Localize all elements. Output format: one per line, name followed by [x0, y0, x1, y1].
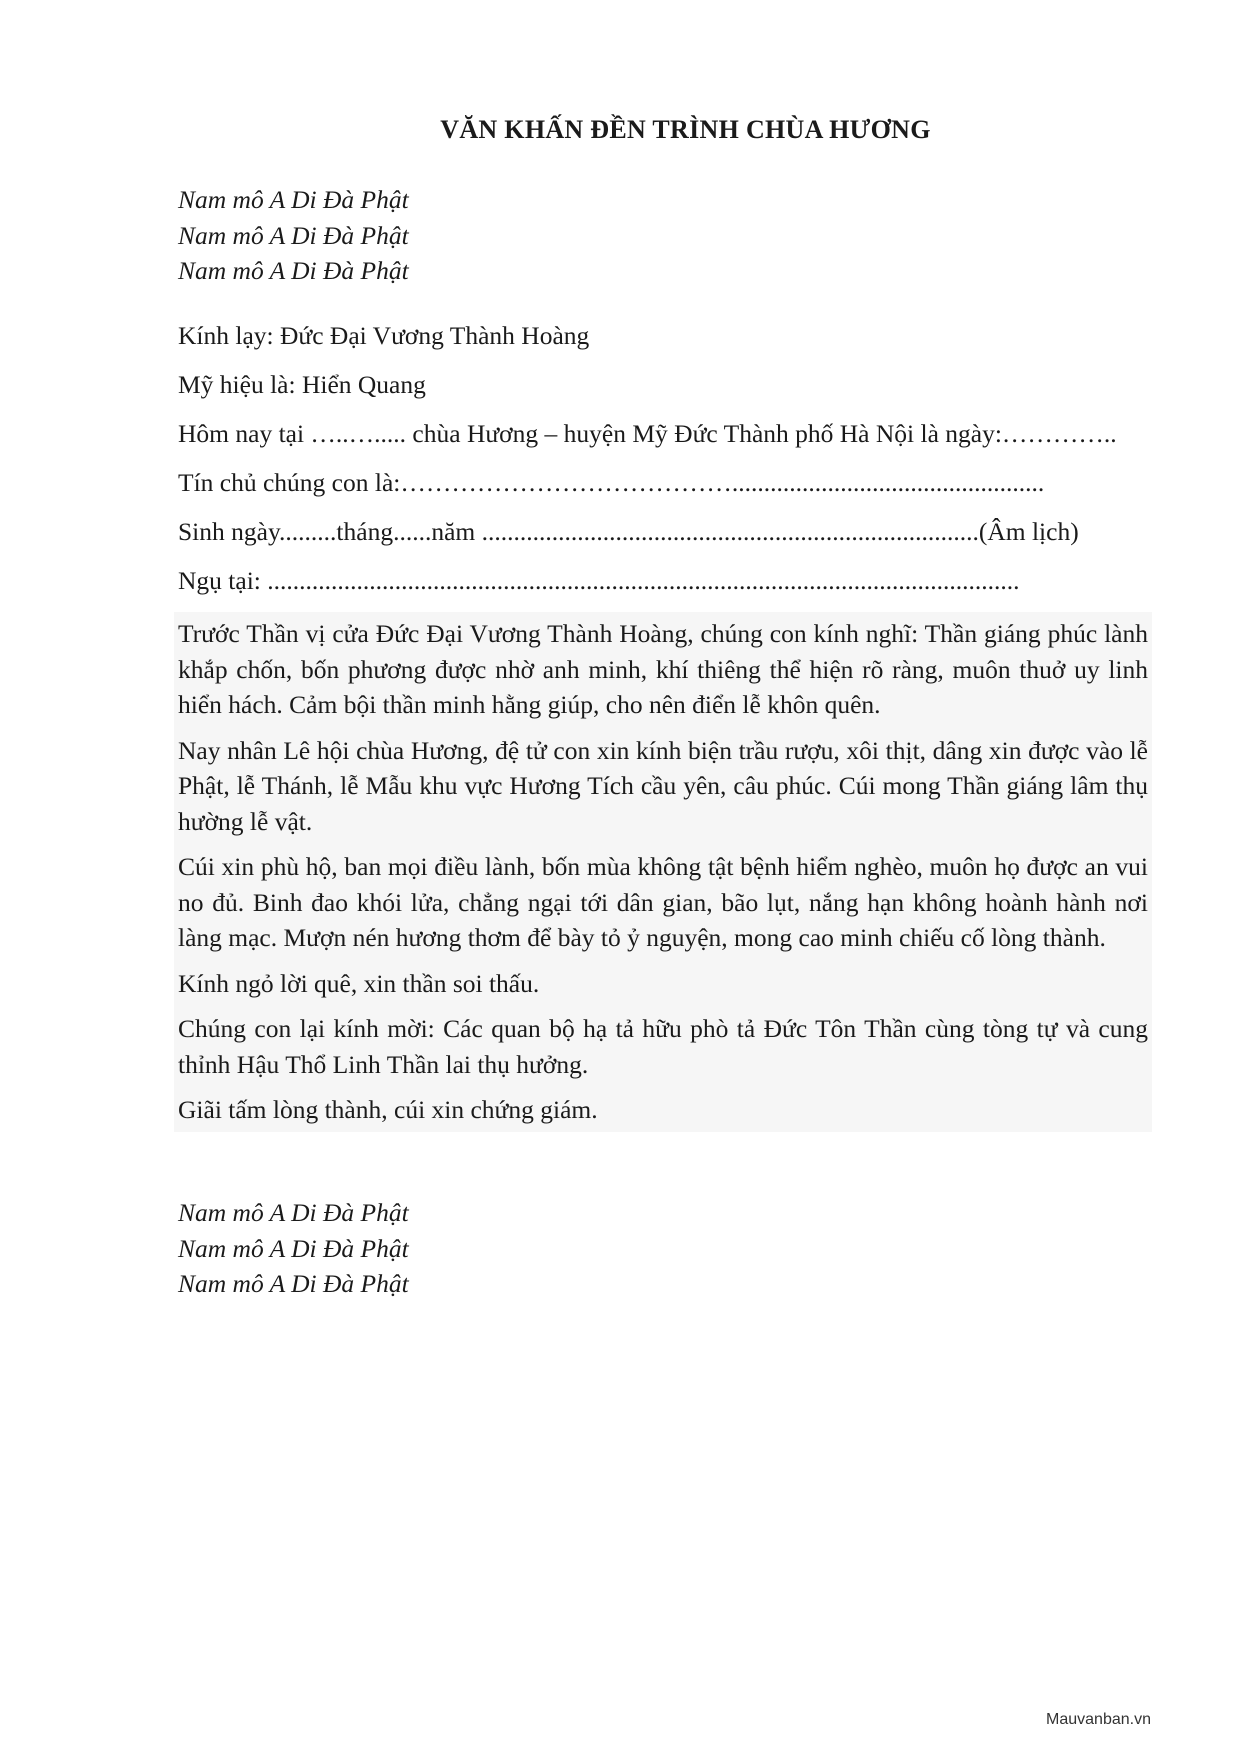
chant-line: Nam mô A Di Đà Phật — [178, 185, 409, 214]
sinh-ngay-line: Sinh ngày.........tháng......năm ..............................................................................(Âm lịch) — [178, 517, 1079, 546]
paragraph: Cúi xin phù hộ, ban mọi điều lành, bốn mùa không tật bệnh hiểm nghèo, muôn họ được an vui no đủ. Binh đao khói lửa, chẳng ngại tới dân gian, bão lụt, nắng hạn không hoành hành nơi làng mạc. Mượn nén hương thơm để bày tỏ ỷ nguyện, mong cao minh chiếu cố lòng thành. — [178, 852, 1148, 952]
chant-line: Nam mô A Di Đà Phật — [178, 1198, 409, 1227]
chant-line: Nam mô A Di Đà Phật — [178, 1233, 409, 1263]
prayer-body — [174, 612, 1152, 1132]
document-title: VĂN KHẤN ĐỀN TRÌNH CHÙA HƯƠNG — [440, 115, 931, 144]
ngu-tai-line: Ngụ tại: ...................................................................................................................... — [178, 566, 1020, 595]
paragraph: Trước Thần vị cửa Đức Đại Vương Thành Hoàng, chúng con kính nghĩ: Thần giáng phúc lành khắp chốn, bốn phương được nhờ anh minh, khí thiêng thể hiện rõ ràng, muôn thuở uy linh hiển hách. Cảm bội thần minh hằng giúp, cho nên điển lễ khôn quên. — [178, 619, 1148, 719]
opening-chants — [178, 182, 409, 289]
my-hieu-line: Mỹ hiệu là: Hiển Quang — [178, 370, 426, 399]
site-watermark: Mauvanban.vn — [1046, 1711, 1151, 1728]
paragraph: Kính ngỏ lời quê, xin thần soi thấu. — [178, 968, 540, 998]
hom-nay-line: Hôm nay tại …..…..... chùa Hương – huyện Mỹ Đức Thành phố Hà Nội là ngày:………….. — [178, 419, 1117, 448]
closing-chants — [178, 1195, 409, 1302]
paragraph: Giãi tấm lòng thành, cúi xin chứng giám. — [178, 1095, 598, 1124]
kinh-lay-line: Kính lạy: Đức Đại Vương Thành Hoàng — [178, 321, 590, 350]
paragraph: Chúng con lại kính mời: Các quan bộ hạ tả hữu phò tả Đức Tôn Thần cùng tòng tự và cung thỉnh Hậu Thổ Linh Thần lai thụ hưởng. — [178, 1014, 1148, 1079]
paragraph: Nay nhân Lê hội chùa Hương, đệ tử con xin kính biện trầu rượu, xôi thịt, dâng xin được vào lễ Phật, lễ Thánh, lễ Mẫu khu vực Hương Tích cầu yên, câu phúc. Cúi mong Thần giáng lâm thụ hường lễ vật. — [178, 735, 1148, 836]
chant-line: Nam mô A Di Đà Phật — [178, 256, 409, 285]
tin-chu-line: Tín chủ chúng con là:…………………………………................................................. — [178, 468, 1045, 497]
document-body — [178, 318, 1148, 1132]
chant-line: Nam mô A Di Đà Phật — [178, 220, 409, 250]
chant-line: Nam mô A Di Đà Phật — [178, 1269, 409, 1298]
